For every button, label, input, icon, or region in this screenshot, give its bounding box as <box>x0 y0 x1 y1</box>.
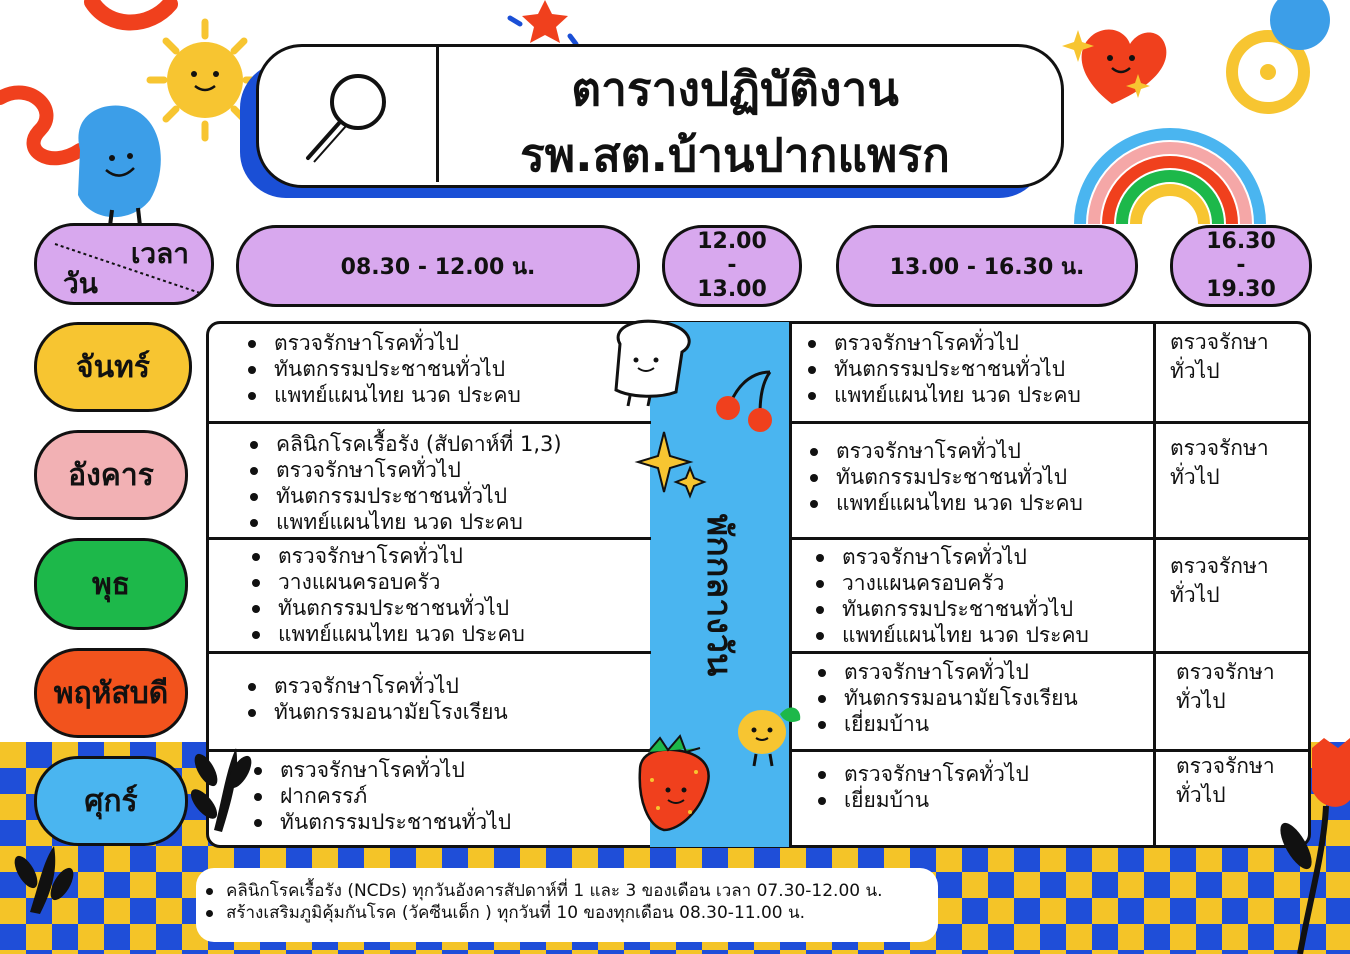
note-item: คลินิกโรคเรื้อรัง (NCDs) ทุกวันอังคารสัปดาห์ที่ 1 และ 3 ของเดือน เวลา 07.30-12.00 น. <box>200 880 883 902</box>
slot-lunch-dash: - <box>727 253 737 278</box>
evening-line: ตรวจรักษา <box>1170 554 1269 578</box>
friday-afternoon-list <box>814 761 1029 813</box>
thursday-morning-list <box>244 673 508 725</box>
rainbow-icon <box>1080 134 1260 224</box>
monday-morning-list <box>244 330 521 408</box>
day-pill-monday <box>34 322 192 412</box>
list-item: ทันตกรรมประชาชนทั่วไป <box>250 809 511 835</box>
list-item: ตรวจรักษาโรคทั่วไป <box>814 761 1029 787</box>
list-item: ทันตกรรมประชาชนทั่วไป <box>812 596 1089 622</box>
evening-line: ทั่วไป <box>1170 359 1220 383</box>
list-item: ทันตกรรมอนามัยโรงเรียน <box>814 685 1078 711</box>
title-line-1: ตารางปฏิบัติงาน <box>571 62 899 116</box>
slot-morning <box>236 225 640 307</box>
slot-evening <box>1170 225 1312 307</box>
list-item: แพทย์แผนไทย นวด ประคบ <box>804 382 1081 408</box>
day-name: จันทร์ <box>76 349 150 385</box>
grid-hline-1 <box>207 421 651 424</box>
grid-hline-1b <box>790 421 1310 424</box>
slot-afternoon-label: 13.00 - 16.30 น. <box>889 254 1085 280</box>
list-item: วางแผนครอบครัว <box>248 569 525 595</box>
flower-icon <box>1232 0 1330 108</box>
list-item: ทันตกรรมประชาชนทั่วไป <box>804 356 1081 382</box>
evening-line: ตรวจรักษา <box>1176 660 1275 684</box>
title-divider <box>436 46 439 182</box>
notes-list <box>200 880 883 924</box>
list-item: แพทย์แผนไทย นวด ประคบ <box>248 621 525 647</box>
list-item: ตรวจรักษาโรคทั่วไป <box>244 673 508 699</box>
tuesday-afternoon-list <box>806 438 1083 516</box>
day-name: พุธ <box>91 566 131 602</box>
evening-line: ตรวจรักษา <box>1176 754 1275 778</box>
list-item: แพทย์แผนไทย นวด ประคบ <box>806 490 1083 516</box>
list-item: ทันตกรรมประชาชนทั่วไป <box>246 483 562 509</box>
list-item: แพทย์แผนไทย นวด ประคบ <box>246 509 562 535</box>
evening-line: ทั่วไป <box>1170 465 1220 489</box>
day-pill-thursday <box>34 648 188 738</box>
corner-header <box>34 223 214 305</box>
day-pill-friday <box>34 756 188 846</box>
list-item: แพทย์แผนไทย นวด ประคบ <box>244 382 521 408</box>
lunch-label-text: พักกลางวัน <box>699 513 740 677</box>
list-item: ทันตกรรมประชาชนทั่วไป <box>244 356 521 382</box>
grid-hline-2b <box>790 537 1310 540</box>
grid-hline-4 <box>207 749 651 752</box>
list-item: ตรวจรักษาโรคทั่วไป <box>244 330 521 356</box>
evening-line: ทั่วไป <box>1176 689 1226 713</box>
slot-evening-start: 16.30 <box>1206 229 1276 254</box>
wednesday-evening <box>1170 552 1310 610</box>
wednesday-morning-list <box>248 543 525 647</box>
slot-evening-dash: - <box>1236 253 1246 278</box>
thursday-afternoon-list <box>814 659 1078 737</box>
friday-evening <box>1176 752 1316 810</box>
evening-line: ตรวจรักษา <box>1170 436 1269 460</box>
tuesday-morning-list <box>246 431 562 535</box>
list-item: ตรวจรักษาโรคทั่วไป <box>812 544 1089 570</box>
grid-hline-3b <box>790 651 1310 654</box>
list-item: ทันตกรรมอนามัยโรงเรียน <box>244 699 508 725</box>
list-item: เยี่ยมบ้าน <box>814 711 1078 737</box>
page-title <box>440 56 1030 188</box>
title-line-2: รพ.สต.บ้านปากแพรก <box>520 128 950 182</box>
slot-lunch-start: 12.00 <box>697 229 767 254</box>
day-name: ศุกร์ <box>84 783 138 819</box>
wednesday-afternoon-list <box>812 544 1089 648</box>
evening-line: ทั่วไป <box>1176 783 1226 807</box>
grid-vline-afternoon <box>789 322 792 847</box>
slot-lunch <box>662 225 802 307</box>
list-item: ตรวจรักษาโรคทั่วไป <box>248 543 525 569</box>
lunch-label <box>660 500 780 690</box>
day-label: วัน <box>63 267 98 300</box>
list-item: ตรวจรักษาโรคทั่วไป <box>246 457 562 483</box>
list-item: ทันตกรรมประชาชนทั่วไป <box>806 464 1083 490</box>
slot-morning-label: 08.30 - 12.00 น. <box>340 254 536 280</box>
day-pill-tuesday <box>34 430 188 520</box>
heart-icon <box>1062 29 1166 104</box>
monday-evening <box>1170 328 1310 386</box>
list-item: ทันตกรรมประชาชนทั่วไป <box>248 595 525 621</box>
blob-character-icon <box>78 105 161 226</box>
list-item: เยี่ยมบ้าน <box>814 787 1029 813</box>
tuesday-evening <box>1170 434 1310 492</box>
day-name: พฤหัสบดี <box>53 675 169 711</box>
note-item: สร้างเสริมภูมิคุ้มกันโรค (วัคซีนเด็ก ) ทุกวันที่ 10 ของทุกเดือน 08.30-11.00 น. <box>200 902 883 924</box>
evening-line: ตรวจรักษา <box>1170 330 1269 354</box>
slot-lunch-end: 13.00 <box>697 277 767 302</box>
list-item: ตรวจรักษาโรคทั่วไป <box>250 757 511 783</box>
friday-morning-list <box>250 757 511 835</box>
list-item: คลินิกโรคเรื้อรัง (สัปดาห์ที่ 1,3) <box>246 431 562 457</box>
grid-vline-evening <box>1153 322 1156 847</box>
evening-line: ทั่วไป <box>1170 583 1220 607</box>
list-item: ตรวจรักษาโรคทั่วไป <box>814 659 1078 685</box>
time-label: เวลา <box>130 237 189 270</box>
grid-hline-3 <box>207 651 651 654</box>
monday-afternoon-list <box>804 330 1081 408</box>
slot-afternoon <box>836 225 1138 307</box>
list-item: ตรวจรักษาโรคทั่วไป <box>806 438 1083 464</box>
notes-box <box>196 868 938 942</box>
magnifier-icon <box>300 66 400 166</box>
list-item: ฝากครรภ์ <box>250 783 511 809</box>
thursday-evening <box>1176 658 1316 716</box>
slot-evening-end: 19.30 <box>1206 277 1276 302</box>
grid-hline-2 <box>207 537 651 540</box>
day-name: อังคาร <box>68 457 154 493</box>
list-item: แพทย์แผนไทย นวด ประคบ <box>812 622 1089 648</box>
list-item: วางแผนครอบครัว <box>812 570 1089 596</box>
list-item: ตรวจรักษาโรคทั่วไป <box>804 330 1081 356</box>
day-pill-wednesday <box>34 538 188 630</box>
star-icon <box>510 0 576 44</box>
